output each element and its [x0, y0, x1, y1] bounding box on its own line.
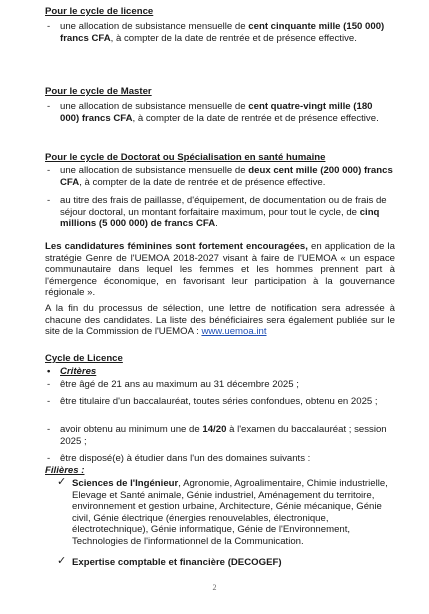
dash-marker: -: [47, 101, 51, 112]
criteres-title: Critères: [60, 366, 97, 377]
dash-marker: -: [47, 424, 51, 435]
dash-marker: -: [47, 453, 51, 464]
checkmark-icon: ✓: [57, 555, 67, 567]
dash-marker: -: [47, 21, 51, 32]
page-number: 2: [212, 583, 217, 592]
critere-note: - avoir obtenu au minimum une de 14/20 à l'examen du baccalauréat ; session 2025 ;: [47, 424, 387, 447]
dash-marker: -: [47, 195, 51, 206]
filiere-sciences-ingenieur: ✓ Sciences de l'Ingénieur, Agronomie, Agroalimentaire, Chimie industrielle, Elevage et Santé animale, Génie industriel, Aménagement du territoire, environnement et gestion urbaine, Architecture, Génie mécanique, Génie civil, Génie électrique (énergies renouvelables, électronique, électrotechnique), Génie informatique, Génie de l'Environnement, Technologies de l'informationnel de la Communication.: [57, 476, 388, 547]
critere-age: - être âgé de 21 ans au maximum au 31 décembre 2025 ;: [47, 379, 299, 390]
uemoa-website-link[interactable]: www.uemoa.int: [201, 326, 267, 338]
master-allocation-item: - une allocation de subsistance mensuelle de cent quatre-vingt mille (180 000) francs CFA, à compter de la date de rentrée et de présence effective.: [47, 101, 379, 124]
critere-baccalaureat: - être titulaire d'un baccalauréat, toutes séries confondues, obtenu en 2025 ;: [47, 396, 378, 407]
licence-heading: Pour le cycle de licence: [45, 6, 154, 17]
master-heading: Pour le cycle de Master: [45, 86, 152, 97]
licence-allocation-item: - une allocation de subsistance mensuelle de cent cinquante mille (150 000) francs CFA, à compter de la date de rentrée et de présence effective.: [47, 21, 385, 44]
checkmark-icon: ✓: [57, 476, 67, 488]
doctorat-heading: Pour le cycle de Doctorat ou Spécialisation en santé humaine: [45, 152, 326, 163]
doctorat-allocation-item: - une allocation de subsistance mensuelle de deux cent mille (200 000) francs CFA, à compter de la date de rentrée et de présence effective.: [47, 165, 393, 188]
critere-domaines: - être disposé(e) à étudier dans l'un des domaines suivants :: [47, 453, 311, 464]
notification-paragraph: A la fin du processus de sélection, une lettre de notification sera adressée à chacune des candidates. La liste des bénéficiaires sera également publiée sur le site de la Commission de l'UEMOA : www.uemoa.int: [45, 303, 395, 338]
dash-marker: -: [47, 379, 51, 390]
filieres-title: Filières :: [45, 465, 85, 476]
dash-marker: -: [47, 165, 51, 176]
cycle-licence-heading: Cycle de Licence: [45, 353, 123, 364]
candidatures-paragraph: Les candidatures féminines sont fortement encouragées, en application de la stratégie Genre de l'UEMOA 2018-2027 visant à faire de l'UEMOA « un espace communautaire dans lequel les femmes et les hommes prennent part à l'émergence économique, en favorisant leur participation à la gouvernance régionale ».: [45, 241, 396, 299]
dash-marker: -: [47, 396, 51, 407]
filiere-expertise-comptable: ✓ Expertise comptable et financière (DECOGEF): [57, 555, 282, 568]
bullet-icon: •: [47, 366, 51, 377]
doctorat-frais-item: - au titre des frais de paillasse, d'équipement, de documentation ou de frais de séjour doctoral, un montant forfaitaire maximum, pour tout le cycle, de cinq millions (5 000 000) de francs CFA.: [47, 195, 387, 230]
